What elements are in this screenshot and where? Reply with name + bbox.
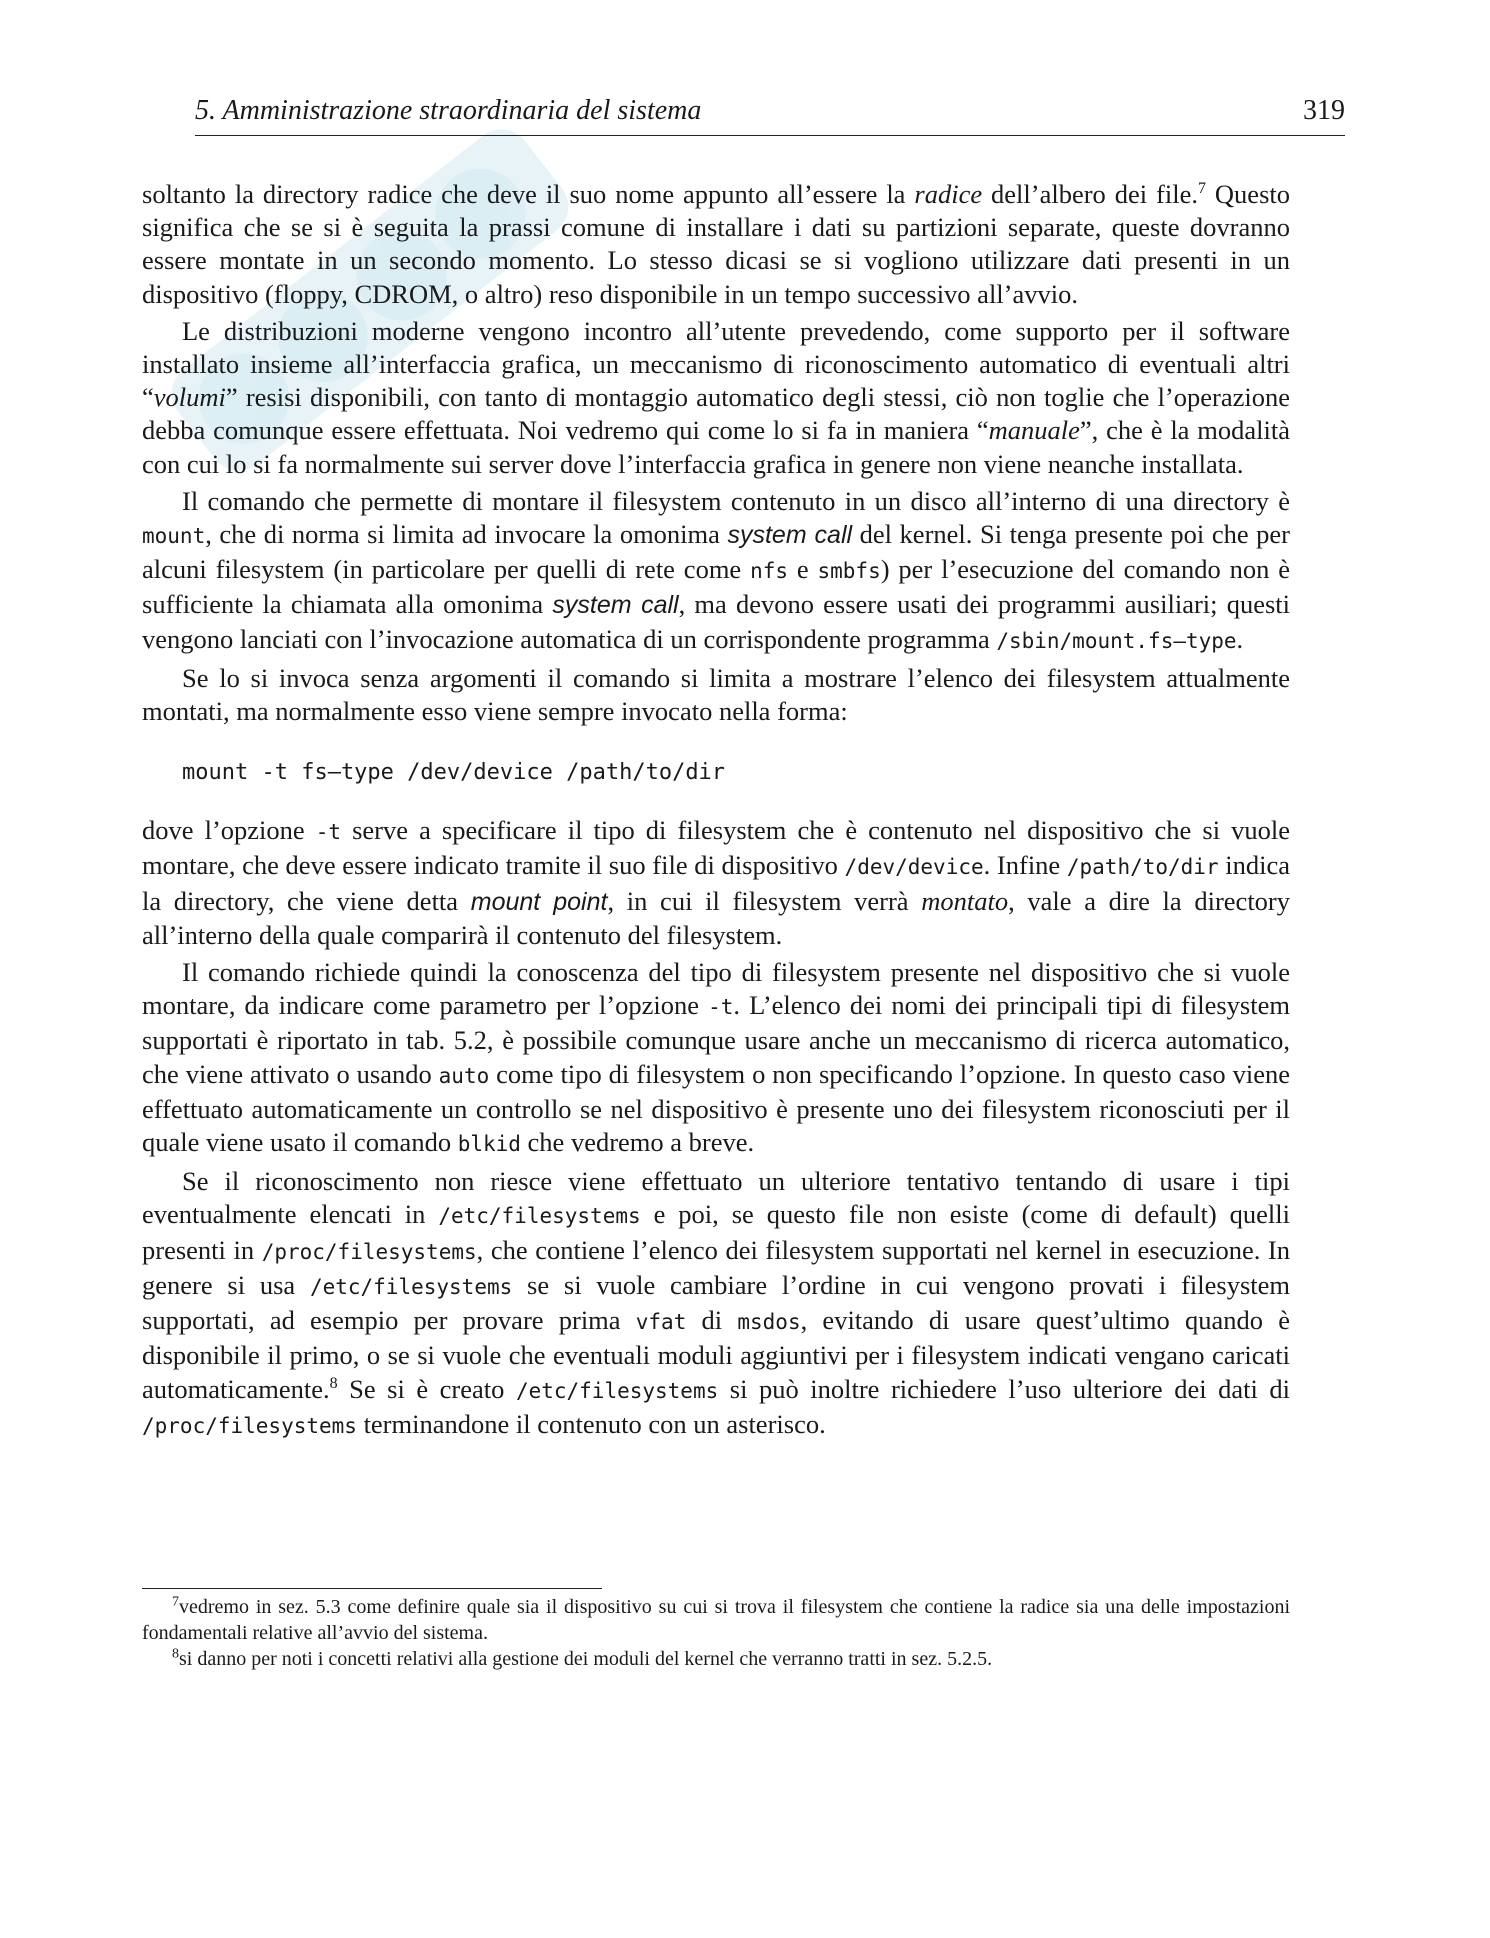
- code-example: mount -t fs–type /dev/device /path/to/dir: [182, 760, 726, 786]
- footnote-8: $^8$si danno per noti i concetti relativi alla gestione dei moduli del kernel che verranno tratti in sez. 5.2.5.: [172, 1646, 993, 1670]
- footnote-ref-8[interactable]: 8: [329, 1374, 338, 1392]
- paragraph-5: dove l’opzione -t serve a specificare il tipo di filesystem che è contenuto nel dispositivo che si vuole montare, che deve essere indicato tramite il suo file di dispositivo /dev/device. Infine /path/to/dir indica la directory, che viene detta mount point, in cui il filesystem verrà montato, vale a dire la directory all’interno della quale comparirà il contenuto del filesystem.: [142, 815, 1291, 950]
- footnote-divider: [142, 1588, 602, 1589]
- paragraph-3: Il comando che permette di montare il filesystem contenuto in un disco all’interno di una directory è mount, che di norma si limita ad invocare la omonima system call del kernel. Si tenga presente poi che per alcuni filesystem (in particolare per quelli di rete come nfs e smbfs) per l’esecuzione del comando non è sufficiente la chiamata alla omonima system call, ma devono essere usati dei programmi ausiliari; questi vengono lanciati con l’invocazione automatica di un corrispondente programma /sbin/mount.fs–type.: [142, 485, 1291, 654]
- paragraph-1: soltanto la directory radice che deve il suo nome appunto all’essere la radice dell’albero dei file.$^7$ Questo significa che se si è seguita la prassi comune di installare i dati su partizioni separate, queste dovranno essere montate in un secondo momento. Lo stesso dicasi se si vogliono utilizzare dati presenti in un dispositivo (floppy, CDROM, o altro) reso disponibile in un tempo successivo all’avvio.: [142, 179, 1290, 309]
- footnote-7: $^7$vedremo in sez. 5.3 come definire quale sia il dispositivo su cui si trova il filesystem che contiene la radice sia una delle impostazioni fondamentali relative all’avvio del sistema.: [142, 1594, 1290, 1644]
- footnote-ref-7[interactable]: 7: [1197, 180, 1206, 198]
- page-number: 319: [1303, 95, 1345, 126]
- paragraph-6: Il comando richiede quindi la conoscenza del tipo di filesystem presente nel dispositivo che si vuole montare, da indicare come parametro per l’opzione -t. L’elenco dei nomi dei principali tipi di filesystem supportati è riportato in tab. 5.2, è possibile comunque usare anche un meccanismo di ricerca automatico, che viene attivato o usando auto come tipo di filesystem o non specificando l’opzione. In questo caso viene effettuato automaticamente un controllo se nel dispositivo è presente uno dei filesystem riconosciuti per il quale viene usato il comando blkid che vedremo a breve.: [142, 957, 1290, 1158]
- paragraph-4: Se lo si invoca senza argomenti il comando si limita a mostrare l’elenco dei filesystem attualmente montati, ma normalmente esso viene sempre invocato nella forma:: [142, 662, 1290, 727]
- main-text: [142, 178, 1290, 1443]
- chapter-title: 5. Amministrazione straordinaria del sistema: [195, 95, 702, 126]
- footnotes: [142, 1594, 1290, 1672]
- paragraph-7: Se il riconoscimento non riesce viene effettuato un ulteriore tentativo tentando di usare i tipi eventualmente elencati in /etc/filesystems e poi, se questo file non esiste (come di default) quelli presenti in /proc/filesystems, che contiene l’elenco dei filesystem supportati nel kernel in esecuzione. In genere si usa /etc/filesystems se si vuole cambiare l’ordine in cui vengono provati i filesystem supportati, ad esempio per provare prima vfat di msdos, evitando di usare quest’ultimo quando è disponibile il primo, o se si vuole che eventuali moduli aggiuntivi per i filesystem indicati vengano caricati automaticamente.$^8$ Se si è creato /etc/filesystems si può inoltre richiedere l’uso ulteriore dei dati di /proc/filesystems terminandone il contenuto con un asterisco.: [142, 1166, 1291, 1439]
- paragraph-2: Le distribuzioni moderne vengono incontro all’utente prevedendo, come supporto per il software installato insieme all’interfaccia grafica, un meccanismo di riconoscimento automatico di eventuali altri “volumi” resisi disponibili, con tanto di montaggio automatico degli stessi, ciò non toglie che l’operazione debba comunque essere effettuata. Noi vedremo qui come lo si fa in maniera “manuale”, che è la modalità con cui lo si fa normalmente sui server dove l’interfaccia grafica in genere non viene neanche installata.: [142, 315, 1290, 479]
- page-header: [195, 95, 1345, 136]
